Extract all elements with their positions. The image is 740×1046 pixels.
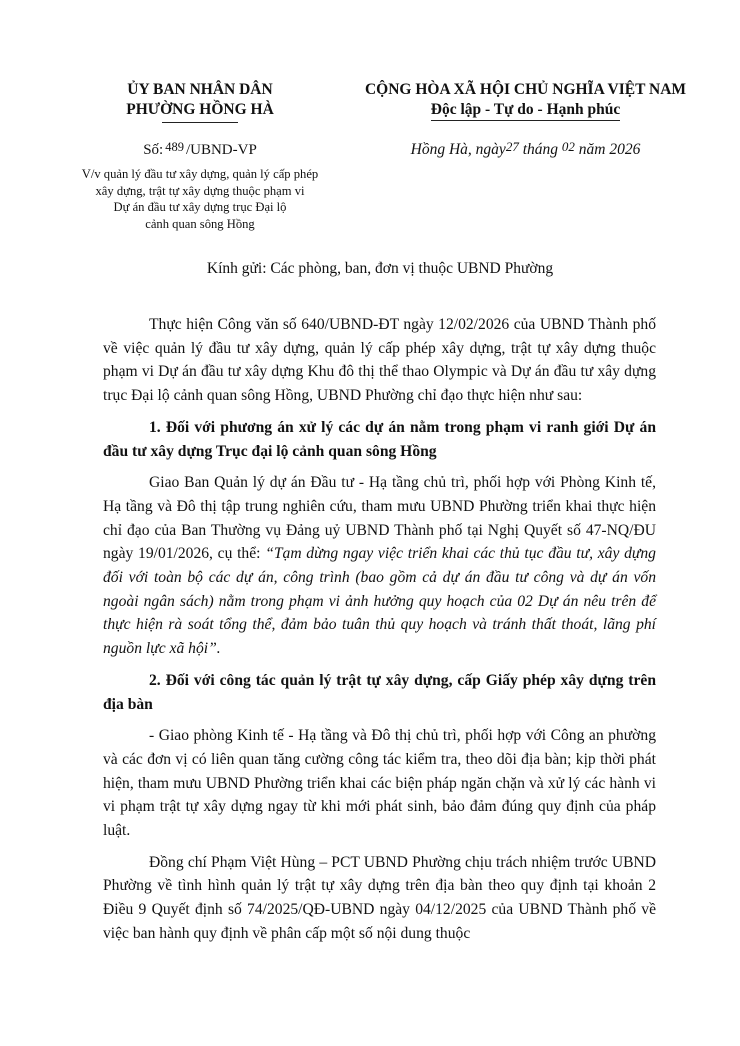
issuer-block bbox=[80, 80, 320, 232]
doc-no-prefix: Số: bbox=[143, 142, 164, 158]
issuer-org-line1: ỦY BAN NHÂN DÂN bbox=[127, 81, 273, 98]
nation-name: CỘNG HÒA XÃ HỘI CHỦ NGHĨA VIỆT NAM bbox=[364, 81, 687, 98]
section-1-text: Giao Ban Quản lý dự án Đầu tư - Hạ tầng chủ trì, phối hợp với Phòng Kinh tế, Hạ tầng và Đô thị tập trung nghiên cứu, tham mưu UBND Phường triển khai thực hiện chỉ đạo của Ban Thường vụ Đảng uỷ UBND Thành phố tại Nghị Quyết số 47-NQ/ĐU ngày 19/01/2026, cụ thể: bbox=[103, 474, 656, 563]
section-1-paragraph bbox=[103, 471, 656, 661]
national-header bbox=[348, 80, 703, 160]
date-year: năm 2026 bbox=[578, 141, 641, 158]
doc-no-suffix: /UBND-VP bbox=[185, 142, 257, 158]
date-place: Hồng Hà, ngày bbox=[410, 141, 506, 158]
date-day: 27 bbox=[505, 139, 519, 154]
section-2-heading: 2. Đối với công tác quản lý trật tự xây dựng, cấp Giấy phép xây dựng trên địa bàn bbox=[103, 671, 656, 713]
document-number bbox=[80, 137, 320, 160]
document-subject bbox=[80, 166, 320, 232]
subject-line: cảnh quan sông Hồng bbox=[145, 216, 255, 231]
intro-paragraph: Thực hiện Công văn số 640/UBND-ĐT ngày 12/02/2026 của UBND Thành phố về việc quản lý đầu tư xây dựng, quản lý cấp phép xây dựng, trật tự xây dựng thuộc phạm vi Dự án đầu tư xây dựng Khu đô thị thể thao Olympic và Dự án đầu tư xây dựng trục Đại lộ cảnh quan sông Hồng, UBND Phường chỉ đạo thực hiện như sau: bbox=[103, 316, 656, 405]
section-1-quote: “Tạm dừng ngay việc triển khai các thủ tục đầu tư, xây dựng đối với toàn bộ các dự án, công trình (bao gồm cả dự án đầu tư công và dự án vốn ngoài ngân sách) nằm trong phạm vi ảnh hưởng quy hoạch của 02 Dự án nêu trên để thực hiện rà soát tổng thể, đảm bảo tuân thủ quy hoạch và tránh thất thoát, lãng phí nguồn lực xã hội”. bbox=[103, 545, 656, 658]
date-line bbox=[348, 137, 703, 160]
section-2-paragraph-2: Đồng chí Phạm Việt Hùng – PCT UBND Phường chịu trách nhiệm trước UBND Phường về tình hình quản lý trật tự xây dựng trên địa bàn theo quy định tại khoản 2 Điều 9 Quyết định số 74/2025/QĐ-UBND ngày 04/12/2025 của UBND Thành phố về việc ban hành quy định về phân cấp một số nội dung thuộc bbox=[103, 853, 656, 942]
subject-line: V/v quản lý đầu tư xây dựng, quản lý cấp phép bbox=[81, 167, 319, 181]
subject-line: xây dựng, trật tự xây dựng thuộc phạm vi bbox=[95, 183, 305, 198]
document-body bbox=[103, 313, 656, 954]
subject-line: Dự án đầu tư xây dựng trục Đại lộ bbox=[113, 200, 287, 214]
issuer-org-line2: PHƯỜNG HỒNG HÀ bbox=[126, 101, 274, 118]
date-month: 02 bbox=[561, 139, 575, 154]
national-motto: Độc lập - Tự do - Hạnh phúc bbox=[431, 100, 620, 121]
section-2-item-1: - Giao phòng Kinh tế - Hạ tầng và Đô thị chủ trì, phối hợp với Công an phường và các đơn vị có liên quan tăng cường công tác kiểm tra, theo dõi địa bàn; kịp thời phát hiện, tham mưu UBND Phường triển khai các biện pháp ngăn chặn và xử lý các hành vi vi phạm trật tự xây dựng ngay từ khi mới phát sinh, bảo đảm đúng quy định của pháp luật. bbox=[103, 727, 656, 840]
date-month-label: tháng bbox=[522, 141, 558, 158]
recipient-line: Kính gửi: Các phòng, ban, đơn vị thuộc UBND Phường bbox=[206, 260, 554, 277]
doc-no-value: 489 bbox=[165, 140, 184, 154]
issuer-underline bbox=[162, 122, 238, 123]
section-1-heading: 1. Đối với phương án xử lý các dự án nằm trong phạm vi ranh giới Dự án đầu tư xây dựng Trục đại lộ cảnh quan sông Hồng bbox=[103, 418, 656, 460]
